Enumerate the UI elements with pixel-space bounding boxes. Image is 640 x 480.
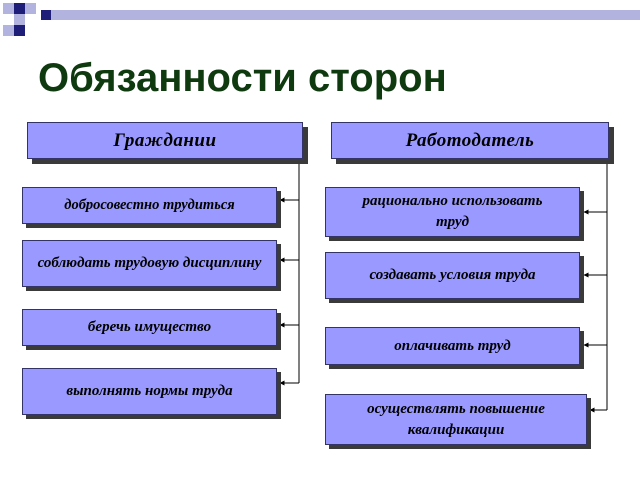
employer-duty-box: оплачивать труд bbox=[325, 327, 580, 365]
citizen-duty-box: добросовестно трудиться bbox=[22, 187, 277, 224]
slide-title: Обязанности сторон bbox=[38, 56, 447, 100]
employer-header: Работодатель bbox=[331, 122, 609, 159]
employer-duty-box: осуществлять повышение квалификации bbox=[325, 394, 587, 445]
citizen-header: Граждании bbox=[27, 122, 303, 159]
employer-duty-box: создавать условия труда bbox=[325, 252, 580, 299]
employer-duty-box: рационально использовать труд bbox=[325, 187, 580, 237]
citizen-duty-box: выполнять нормы труда bbox=[22, 368, 277, 415]
citizen-duty-box: соблюдать трудовую дисциплину bbox=[22, 240, 277, 287]
citizen-duty-box: беречь имущество bbox=[22, 309, 277, 346]
